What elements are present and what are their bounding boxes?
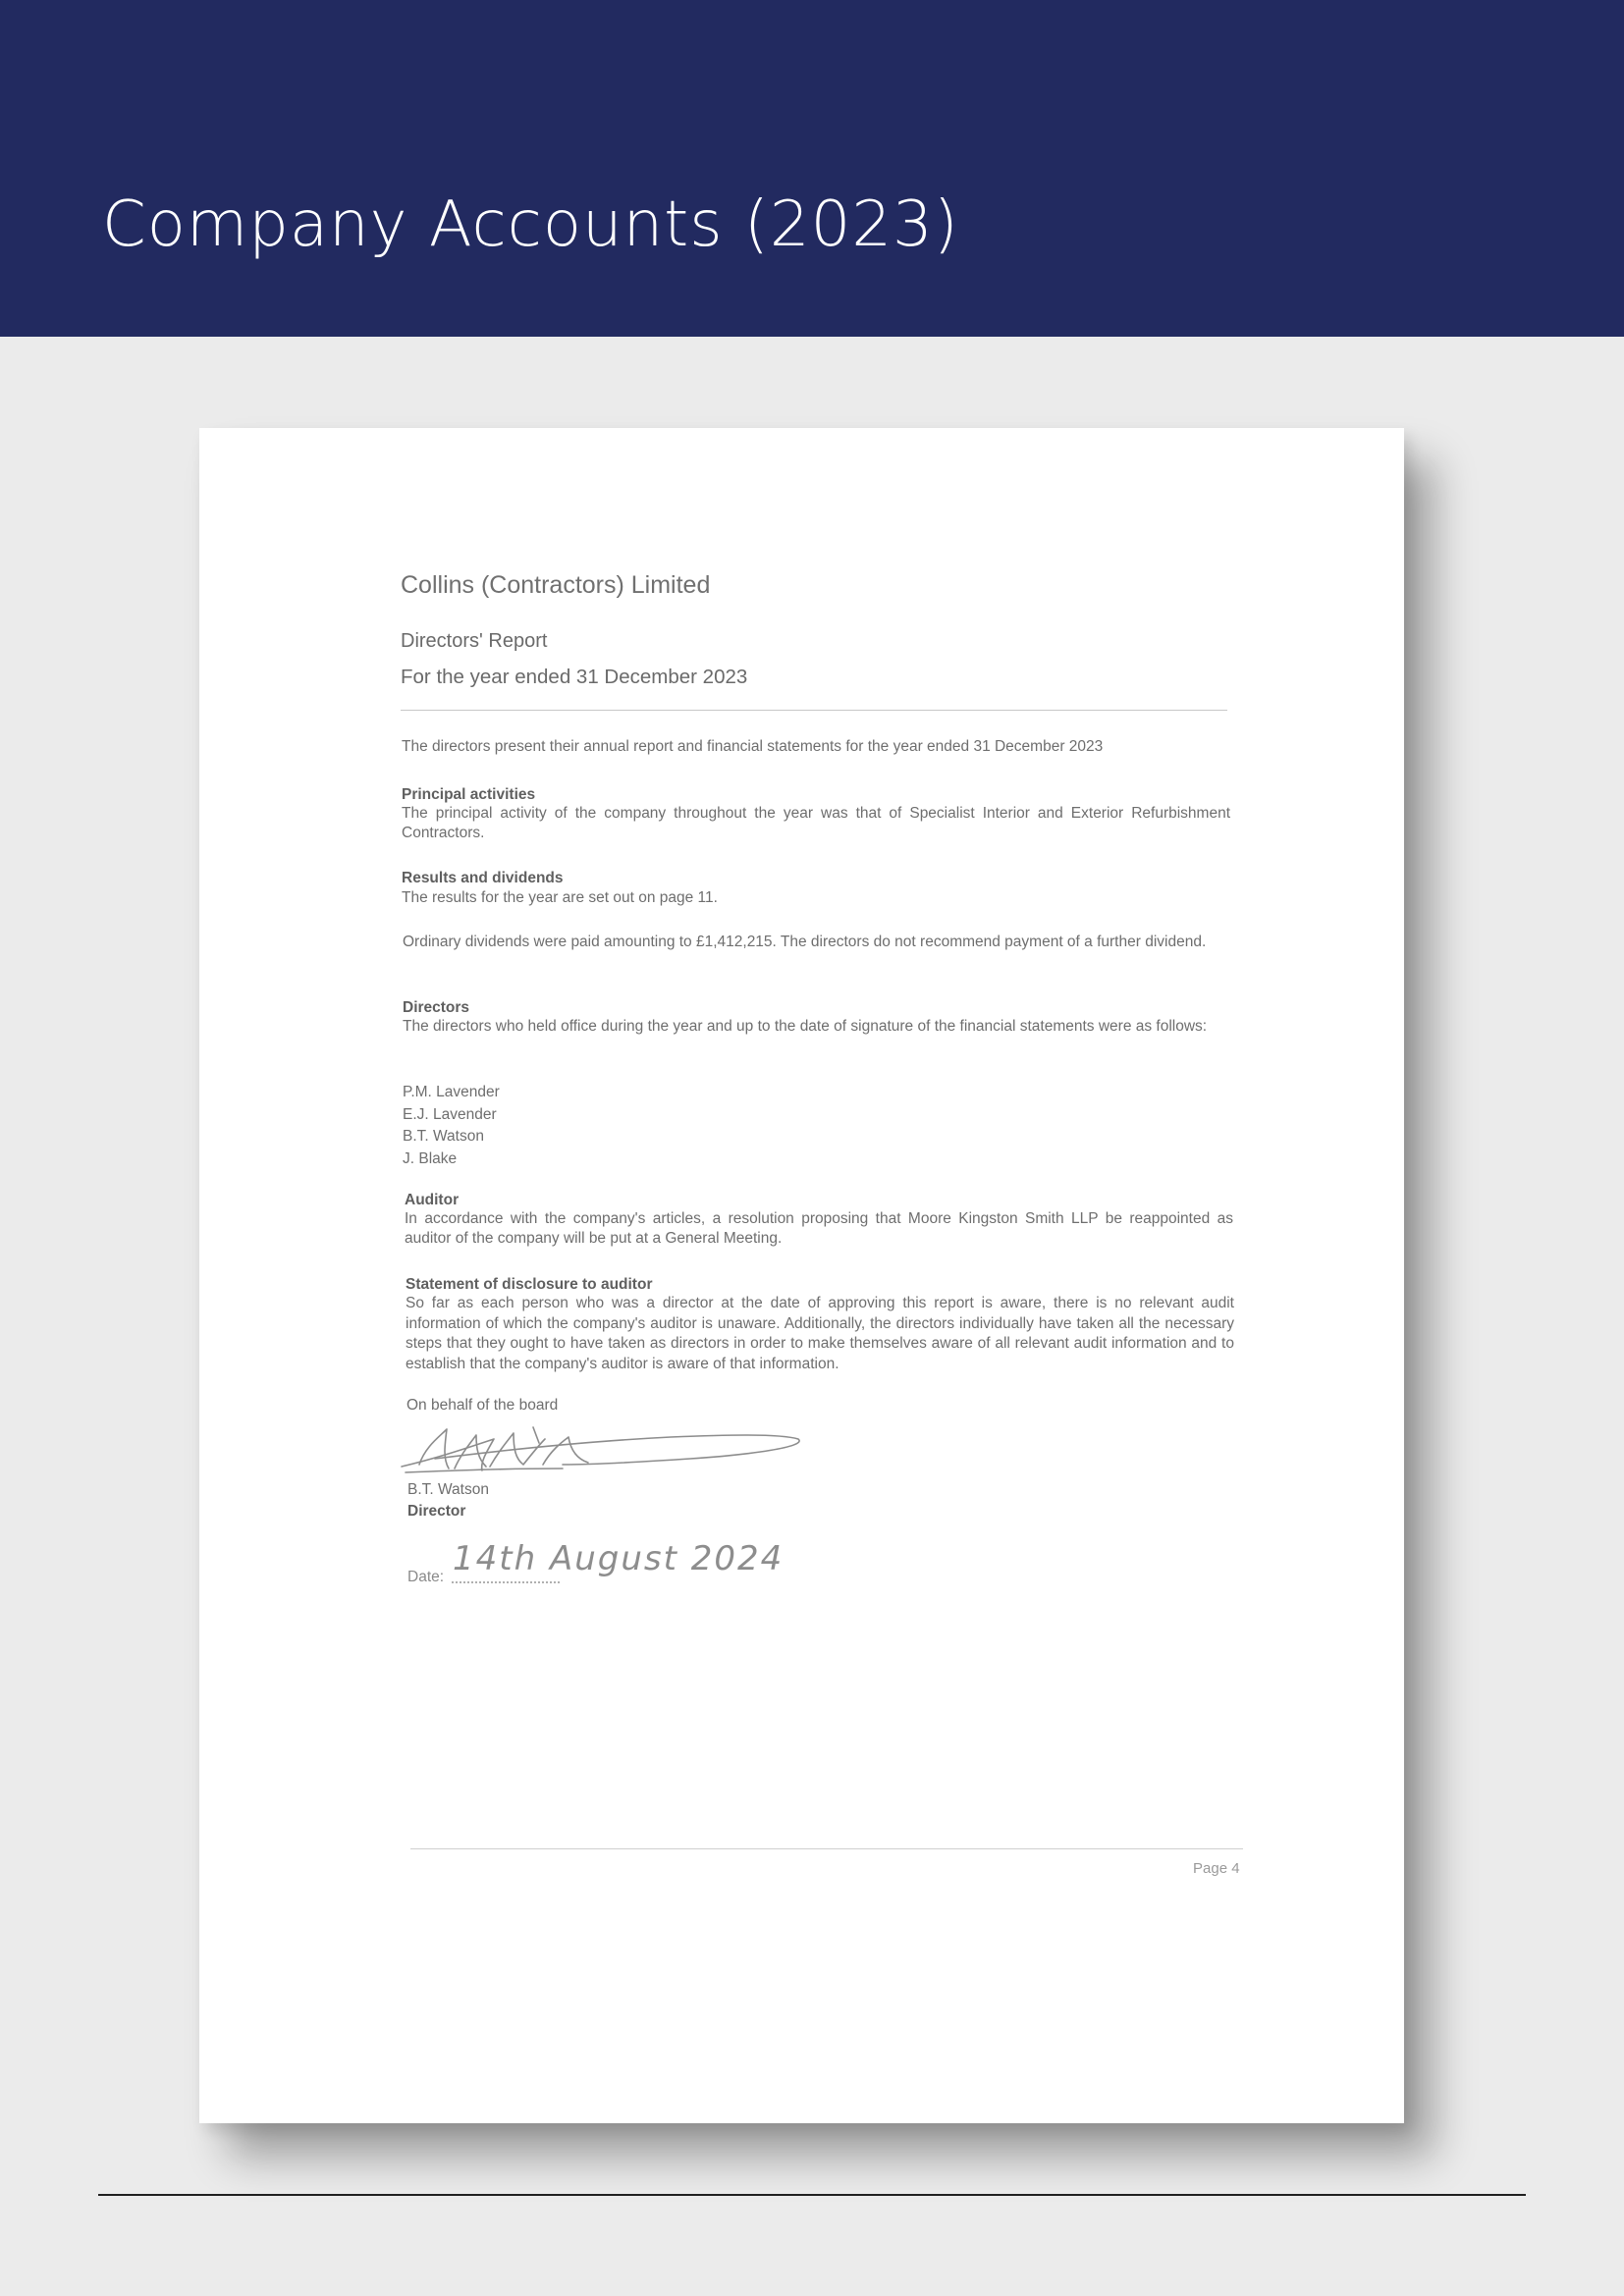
results-text: The results for the year are set out on page 11.	[402, 889, 718, 906]
director-name: B.T. Watson	[403, 1128, 484, 1145]
director-name: P.M. Lavender	[403, 1084, 500, 1100]
auditor-heading: Auditor	[405, 1192, 460, 1208]
results-dividends-heading: Results and dividends	[402, 870, 564, 886]
report-period: For the year ended 31 December 2023	[401, 666, 748, 688]
page-footer-rule	[98, 2194, 1526, 2196]
footer-divider	[410, 1848, 1243, 1849]
disclosure-text: So far as each person who was a director at the date of approving this report is aware, there is no relevant audit information of which the company's auditor is unaware. Additionally, the directors individually have taken all the necessary steps that they ought to have taken as directors in order to make themselves aware of all relevant audit information and to establish that the company's auditor is aware of that information.	[406, 1295, 1234, 1372]
on-behalf-text: On behalf of the board	[406, 1397, 559, 1414]
director-name: J. Blake	[403, 1149, 458, 1167]
directors-text: The directors who held office during the year and up to the date of signature of the financial statements were as follows:	[403, 1018, 1208, 1035]
report-title: Directors' Report	[401, 630, 548, 652]
signatory-role: Director	[407, 1503, 466, 1520]
director-name: E.J. Lavender	[403, 1105, 497, 1123]
date-label: Date:	[407, 1569, 445, 1585]
document-page	[199, 428, 1404, 2123]
directors-heading: Directors	[403, 999, 470, 1016]
principal-activities-text: The principal activity of the company throughout the year was that of Specialist Interior and Exterior Refurbishment Contractors.	[402, 805, 1230, 841]
date-dotted-line	[452, 1581, 560, 1583]
signatory-name: B.T. Watson	[407, 1481, 489, 1498]
company-name: Collins (Contractors) Limited	[401, 571, 711, 599]
principal-activities-heading: Principal activities	[402, 786, 536, 803]
signature-image	[396, 1419, 906, 1480]
header-banner	[0, 0, 1624, 337]
auditor-text: In accordance with the company's articles, a resolution proposing that Moore Kingston Smith LLP be reappointed as auditor of the company will be put at a General Meeting.	[405, 1210, 1233, 1247]
handwritten-date: 14th August 2024	[453, 1539, 785, 1578]
directors-list	[403, 1082, 500, 1170]
intro-text: The directors present their annual report and financial statements for the year ended 31 December 2023	[402, 738, 1104, 755]
disclosure-heading: Statement of disclosure to auditor	[406, 1276, 653, 1293]
page-number: Page 4	[1193, 1860, 1240, 1877]
page-title: Company Accounts (2023)	[102, 188, 959, 261]
header-divider	[401, 710, 1227, 711]
dividends-text: Ordinary dividends were paid amounting to £1,412,215. The directors do not recommend payment of a further dividend.	[403, 934, 1207, 950]
